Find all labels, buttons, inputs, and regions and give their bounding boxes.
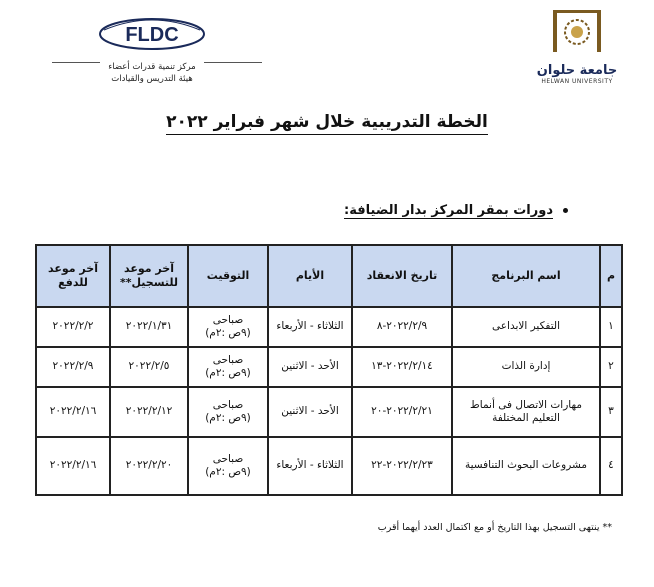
university-emblem-icon	[549, 8, 605, 58]
registration-deadline: ٢٠٢٢/٢/٢٠	[110, 437, 188, 495]
section-heading: دورات بمقر المركز بدار الضيافة:	[344, 203, 568, 218]
table-row	[36, 307, 622, 347]
session-date: ٢٠٢٢/٢/٢٣-٢٢	[352, 437, 452, 495]
session-time: صباحى (٩ص :٢م)	[188, 437, 268, 495]
center-name-line1: مركز تنمية قدرات أعضاء	[108, 62, 196, 72]
table-row	[36, 437, 622, 495]
university-name-ar: جامعة حلوان	[536, 63, 618, 78]
helwan-university-logo	[522, 8, 632, 88]
payment-deadline: ٢٠٢٢/٢/١٦	[36, 437, 110, 495]
column-header: آخر موعد للدفع	[36, 245, 110, 307]
program-name: مشروعات البحوث التنافسية	[452, 437, 600, 495]
row-number: ٣	[600, 387, 622, 437]
session-time: صباحى (٩ص :٢م)	[188, 387, 268, 437]
table-header-row	[36, 245, 622, 307]
session-days: الثلاثاء - الأربعاء	[268, 437, 352, 495]
payment-deadline: ٢٠٢٢/٢/٩	[36, 347, 110, 387]
session-time: صباحى (٩ص :٢م)	[188, 347, 268, 387]
program-name: مهارات الاتصال فى أنماط التعليم المختلفة	[452, 387, 600, 437]
table-row	[36, 387, 622, 437]
fldc-logo	[92, 14, 212, 94]
column-header: الأيام	[268, 245, 352, 307]
training-plan-table	[35, 244, 623, 496]
row-number: ١	[600, 307, 622, 347]
divider	[204, 62, 262, 63]
payment-deadline: ٢٠٢٢/٢/٢	[36, 307, 110, 347]
program-name: التفكير الابداعى	[452, 307, 600, 347]
program-name: إدارة الذات	[452, 347, 600, 387]
payment-deadline: ٢٠٢٢/٢/١٦	[36, 387, 110, 437]
divider	[52, 62, 100, 63]
footnote: ** ينتهى التسجيل بهذا التاريخ أو مع اكتمال العدد أيهما أقرب	[377, 522, 612, 533]
session-days: الأحد - الاثنين	[268, 387, 352, 437]
column-header: التوقيت	[188, 245, 268, 307]
registration-deadline: ٢٠٢٢/١/٣١	[110, 307, 188, 347]
fldc-text: FLDC	[125, 24, 179, 46]
session-days: الثلاثاء - الأربعاء	[268, 307, 352, 347]
column-header: آخر موعد للتسجيل**	[110, 245, 188, 307]
row-number: ٤	[600, 437, 622, 495]
bullet-icon	[563, 208, 568, 213]
registration-deadline: ٢٠٢٢/٢/١٢	[110, 387, 188, 437]
session-days: الأحد - الاثنين	[268, 347, 352, 387]
column-header: تاريخ الانعقاد	[352, 245, 452, 307]
row-number: ٢	[600, 347, 622, 387]
registration-deadline: ٢٠٢٢/٢/٥	[110, 347, 188, 387]
table-row	[36, 347, 622, 387]
fldc-emblem-icon	[98, 14, 206, 52]
column-header: م	[600, 245, 622, 307]
center-name-line2: هيئة التدريس والقيادات	[111, 74, 193, 84]
session-time: صباحى (٩ص :٢م)	[188, 307, 268, 347]
session-date: ٢٠٢٢/٢/١٤-١٣	[352, 347, 452, 387]
column-header: اسم البرنامج	[452, 245, 600, 307]
session-date: ٢٠٢٢/٢/٩-٨	[352, 307, 452, 347]
university-name-en: HELWAN UNIVERSITY	[541, 78, 613, 85]
session-date: ٢٠٢٢/٢/٢١-٢٠	[352, 387, 452, 437]
page-title: الخطة التدريبية خلال شهر فبراير ٢٠٢٢	[0, 112, 654, 132]
